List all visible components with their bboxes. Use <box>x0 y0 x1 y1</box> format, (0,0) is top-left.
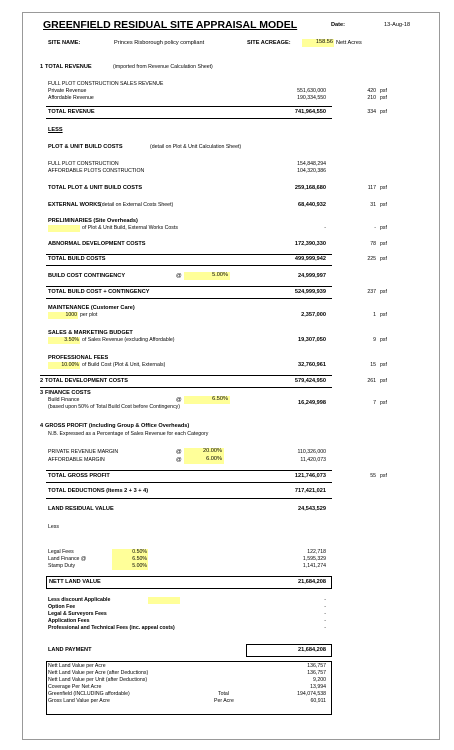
discount-input[interactable] <box>148 597 180 604</box>
total-build-costs-value: 499,999,942 <box>294 256 326 262</box>
gross-profit-note: N.B. Expressed as a Percentage of Sales Revenue for each Category <box>48 431 209 437</box>
external-works-label: EXTERNAL WORKS <box>48 202 102 208</box>
affordable-margin-at: @ <box>176 457 182 463</box>
land-finance-label: Land Finance @ <box>48 556 87 562</box>
psf-unit: psf <box>380 473 387 479</box>
professional-fees-psf: 15 <box>370 362 376 368</box>
divider <box>46 254 332 255</box>
sales-marketing-psf: 9 <box>373 337 376 343</box>
site-acreage-unit: Nett Acres <box>336 40 362 46</box>
land-payment-label: LAND PAYMENT <box>48 647 92 653</box>
affordable-margin-pct-input[interactable]: 6.00% <box>184 456 224 464</box>
summary-value: 9,200 <box>313 677 326 683</box>
sales-marketing-pct-input[interactable]: 3.50% <box>48 337 80 344</box>
summary-value: 60,911 <box>310 698 326 704</box>
total-gross-profit-label: TOTAL GROSS PROFIT <box>48 473 110 479</box>
summary-label: Nett Land Value per Acre <box>48 663 106 669</box>
total-plot-build-value: 259,168,680 <box>294 185 326 191</box>
discount-label: Less discount Applicable <box>48 597 111 603</box>
external-works-value: 68,440,932 <box>298 202 326 208</box>
summary-value: 13,994 <box>310 684 326 690</box>
build-finance-label: Build Finance <box>48 397 80 403</box>
affordable-revenue-value: 190,334,550 <box>297 95 326 101</box>
summary-value: 136,757 <box>307 670 326 676</box>
divider <box>46 482 332 483</box>
legal-fees-pct-input[interactable]: 0.50% <box>112 549 148 556</box>
finance-note: (based upon 50% of Total Build Cost before Contingency) <box>48 404 180 410</box>
private-margin-label: PRIVATE REVENUE MARGIN <box>48 449 119 455</box>
revenue-heading: TOTAL REVENUE <box>45 64 92 70</box>
divider <box>46 118 332 119</box>
stamp-duty-label: Stamp Duty <box>48 563 76 569</box>
preliminaries-note: of Plot & Unit Build, External Works Costs <box>82 225 178 231</box>
abnormal-costs-psf: 78 <box>370 241 376 247</box>
psf-unit: psf <box>380 202 387 208</box>
psf-unit: psf <box>380 241 387 247</box>
date-value: 13-Aug-18 <box>384 22 411 28</box>
finance-psf: 7 <box>373 400 376 406</box>
psf-unit: psf <box>380 289 387 295</box>
contingency-pct-input[interactable]: 5.00% <box>184 272 230 280</box>
maintenance-note: per plot <box>80 312 98 318</box>
professional-technical-fees-label: Professional and Technical Fees (inc. appeal costs) <box>48 625 175 631</box>
divider <box>46 265 332 266</box>
affordable-revenue-label: Affordable Revenue <box>48 95 94 101</box>
total-deductions-value: 717,421,021 <box>294 488 326 494</box>
section-num-1: 1 <box>40 64 44 70</box>
total-development-value: 579,424,950 <box>294 378 326 384</box>
build-costs-heading: PLOT & UNIT BUILD COSTS <box>48 144 123 150</box>
page-title: GREENFIELD RESIDUAL SITE APPRAISAL MODEL <box>43 19 298 31</box>
legal-fees-value: 122,718 <box>307 549 326 555</box>
maintenance-psf: 1 <box>373 312 376 318</box>
summary-mid-label: Total <box>218 691 229 697</box>
total-development-psf: 261 <box>367 378 376 384</box>
section-num-2: 2 <box>40 378 44 384</box>
less-text: Less <box>48 524 59 530</box>
summary-label: Gross Land Value per Acre <box>48 698 110 704</box>
sales-marketing-note: of Sales Revenue (excluding Affordable) <box>82 337 175 343</box>
nett-land-value-value: 21,684,208 <box>298 579 326 585</box>
nett-land-value-label: NETT LAND VALUE <box>49 579 101 585</box>
preliminaries-input[interactable] <box>48 225 80 232</box>
external-works-psf: 31 <box>370 202 376 208</box>
summary-label: Nett Land Value per Acre (after Deductions) <box>48 670 149 676</box>
section-num-4: 4 <box>40 423 44 429</box>
summary-value: 194,074,538 <box>297 691 326 697</box>
sales-marketing-label: SALES & MARKETING BUDGET <box>48 330 133 336</box>
preliminaries-psf: - <box>374 225 376 231</box>
psf-unit: psf <box>380 378 387 384</box>
finance-pct-input[interactable]: 6.50% <box>184 396 230 404</box>
full-plot-construction-label: FULL PLOT CONSTRUCTION <box>48 161 119 167</box>
legal-surveyors-value: - <box>324 611 326 617</box>
option-fee-value: - <box>324 604 326 610</box>
psf-unit: psf <box>380 400 387 406</box>
total-plot-build-label: TOTAL PLOT & UNIT BUILD COSTS <box>48 185 143 191</box>
divider <box>40 387 332 388</box>
professional-fees-note: of Build Cost (Plot & Unit, Externals) <box>82 362 166 368</box>
private-margin-value: 110,326,000 <box>297 449 326 455</box>
gross-profit-heading: GROSS PROFIT (including Group & Office Overheads) <box>45 423 190 429</box>
application-fees-value: - <box>324 618 326 624</box>
date-label: Date: <box>331 22 345 28</box>
site-name-label: SITE NAME: <box>48 40 81 46</box>
maintenance-rate-input[interactable]: 1000 <box>48 312 78 319</box>
affordable-construction-value: 104,320,386 <box>297 168 326 174</box>
divider <box>40 375 332 376</box>
total-build-costs-psf: 225 <box>367 256 376 262</box>
total-revenue-value: 741,964,550 <box>294 109 326 115</box>
affordable-revenue-psf: 210 <box>367 95 376 101</box>
land-residual-label: LAND RESIDUAL VALUE <box>48 506 114 512</box>
legal-fees-label: Legal Fees <box>48 549 74 555</box>
site-name-value: Princes Risborough policy compliant <box>114 40 205 46</box>
divider <box>46 298 332 299</box>
legal-surveyors-label: Legal & Surveyors Fees <box>48 611 107 617</box>
abnormal-costs-label: ABNORMAL DEVELOPMENT COSTS <box>48 241 146 247</box>
total-contingency-psf: 237 <box>367 289 376 295</box>
total-revenue-psf: 334 <box>367 109 376 115</box>
preliminaries-value: - <box>324 225 326 231</box>
land-finance-value: 1,595,329 <box>302 556 326 562</box>
contingency-value: 24,999,997 <box>298 273 326 279</box>
summary-label: Greenfield (INCLUDING affordable) <box>48 691 130 697</box>
psf-unit: psf <box>380 88 387 94</box>
total-gross-profit-psf: 55 <box>370 473 376 479</box>
professional-fees-value: 32,760,961 <box>298 362 326 368</box>
stamp-duty-pct-input[interactable]: 5.00% <box>112 563 148 570</box>
preliminaries-label: PRELIMINARIES (Site Overheads) <box>48 218 138 224</box>
private-revenue-value: 551,630,000 <box>297 88 326 94</box>
site-acreage-label: SITE ACREAGE: <box>247 40 291 46</box>
discount-value: - <box>324 597 326 603</box>
psf-unit: psf <box>380 312 387 318</box>
total-contingency-value: 524,999,939 <box>294 289 326 295</box>
application-fees-label: Application Fees <box>48 618 90 624</box>
affordable-construction-label: AFFORDABLE PLOTS CONSTRUCTION <box>48 168 145 174</box>
external-works-note: (detail on External Costs Sheet) <box>100 202 174 208</box>
full-plot-revenue-label: FULL PLOT CONSTRUCTION SALES REVENUE <box>48 81 164 87</box>
psf-unit: psf <box>380 109 387 115</box>
affordable-margin-label: AFFORDABLE MARGIN <box>48 457 105 463</box>
total-deductions-label: TOTAL DEDUCTIONS (Items 2 + 3 + 4) <box>48 488 149 494</box>
finance-at: @ <box>176 397 182 403</box>
private-margin-pct-input[interactable]: 20.00% <box>184 448 224 456</box>
psf-unit: psf <box>380 185 387 191</box>
total-development-label: TOTAL DEVELOPMENT COSTS <box>45 378 128 384</box>
revenue-heading-note: (imported from Revenue Calculation Sheet) <box>113 64 213 70</box>
private-revenue-psf: 420 <box>367 88 376 94</box>
professional-technical-fees-value: - <box>324 625 326 631</box>
finance-value: 16,249,998 <box>298 400 326 406</box>
section-num-3: 3 <box>40 390 44 396</box>
professional-fees-pct-input[interactable]: 10.00% <box>48 362 80 369</box>
psf-unit: psf <box>380 256 387 262</box>
divider <box>46 470 332 471</box>
divider <box>46 106 332 107</box>
maintenance-label: MAINTENANCE (Customer Care) <box>48 305 135 311</box>
summary-label: Nett Land Value per Unit (after Deductions) <box>48 677 148 683</box>
stamp-duty-value: 1,141,274 <box>302 563 326 569</box>
total-revenue-label: TOTAL REVENUE <box>48 109 95 115</box>
summary-mid-label: Per Acre <box>214 698 234 704</box>
total-contingency-label: TOTAL BUILD COST + CONTINGENCY <box>48 289 150 295</box>
affordable-margin-value: 11,420,073 <box>300 457 326 463</box>
total-build-costs-label: TOTAL BUILD COSTS <box>48 256 106 262</box>
divider <box>46 286 332 287</box>
contingency-label: BUILD COST CONTINGENCY <box>48 273 126 279</box>
summary-label: Coverage Per Net Acre <box>48 684 102 690</box>
total-plot-build-psf: 117 <box>367 185 376 191</box>
total-gross-profit-value: 121,746,073 <box>294 473 326 479</box>
land-payment-value: 21,684,208 <box>298 647 326 653</box>
land-residual-value: 24,543,529 <box>298 506 326 512</box>
private-margin-at: @ <box>176 449 182 455</box>
full-plot-construction-value: 154,848,294 <box>297 161 326 167</box>
summary-value: 136,757 <box>307 663 326 669</box>
option-fee-label: Option Fee <box>48 604 76 610</box>
less-label: LESS <box>48 127 63 133</box>
maintenance-value: 2,357,000 <box>301 312 326 318</box>
land-finance-pct-input[interactable]: 6.50% <box>112 556 148 563</box>
psf-unit: psf <box>380 337 387 343</box>
psf-unit: psf <box>380 95 387 101</box>
contingency-at: @ <box>176 273 182 279</box>
private-revenue-label: Private Revenue <box>48 88 87 94</box>
sales-marketing-value: 19,307,050 <box>298 337 326 343</box>
abnormal-costs-value: 172,390,330 <box>294 241 326 247</box>
build-costs-note: (detail on Plot & Unit Calculation Sheet) <box>150 144 242 150</box>
professional-fees-label: PROFESSIONAL FEES <box>48 355 109 361</box>
divider <box>46 498 332 499</box>
finance-heading: FINANCE COSTS <box>45 390 91 396</box>
psf-unit: psf <box>380 225 387 231</box>
psf-unit: psf <box>380 362 387 368</box>
site-acreage-input[interactable]: 158.56 <box>302 39 334 47</box>
